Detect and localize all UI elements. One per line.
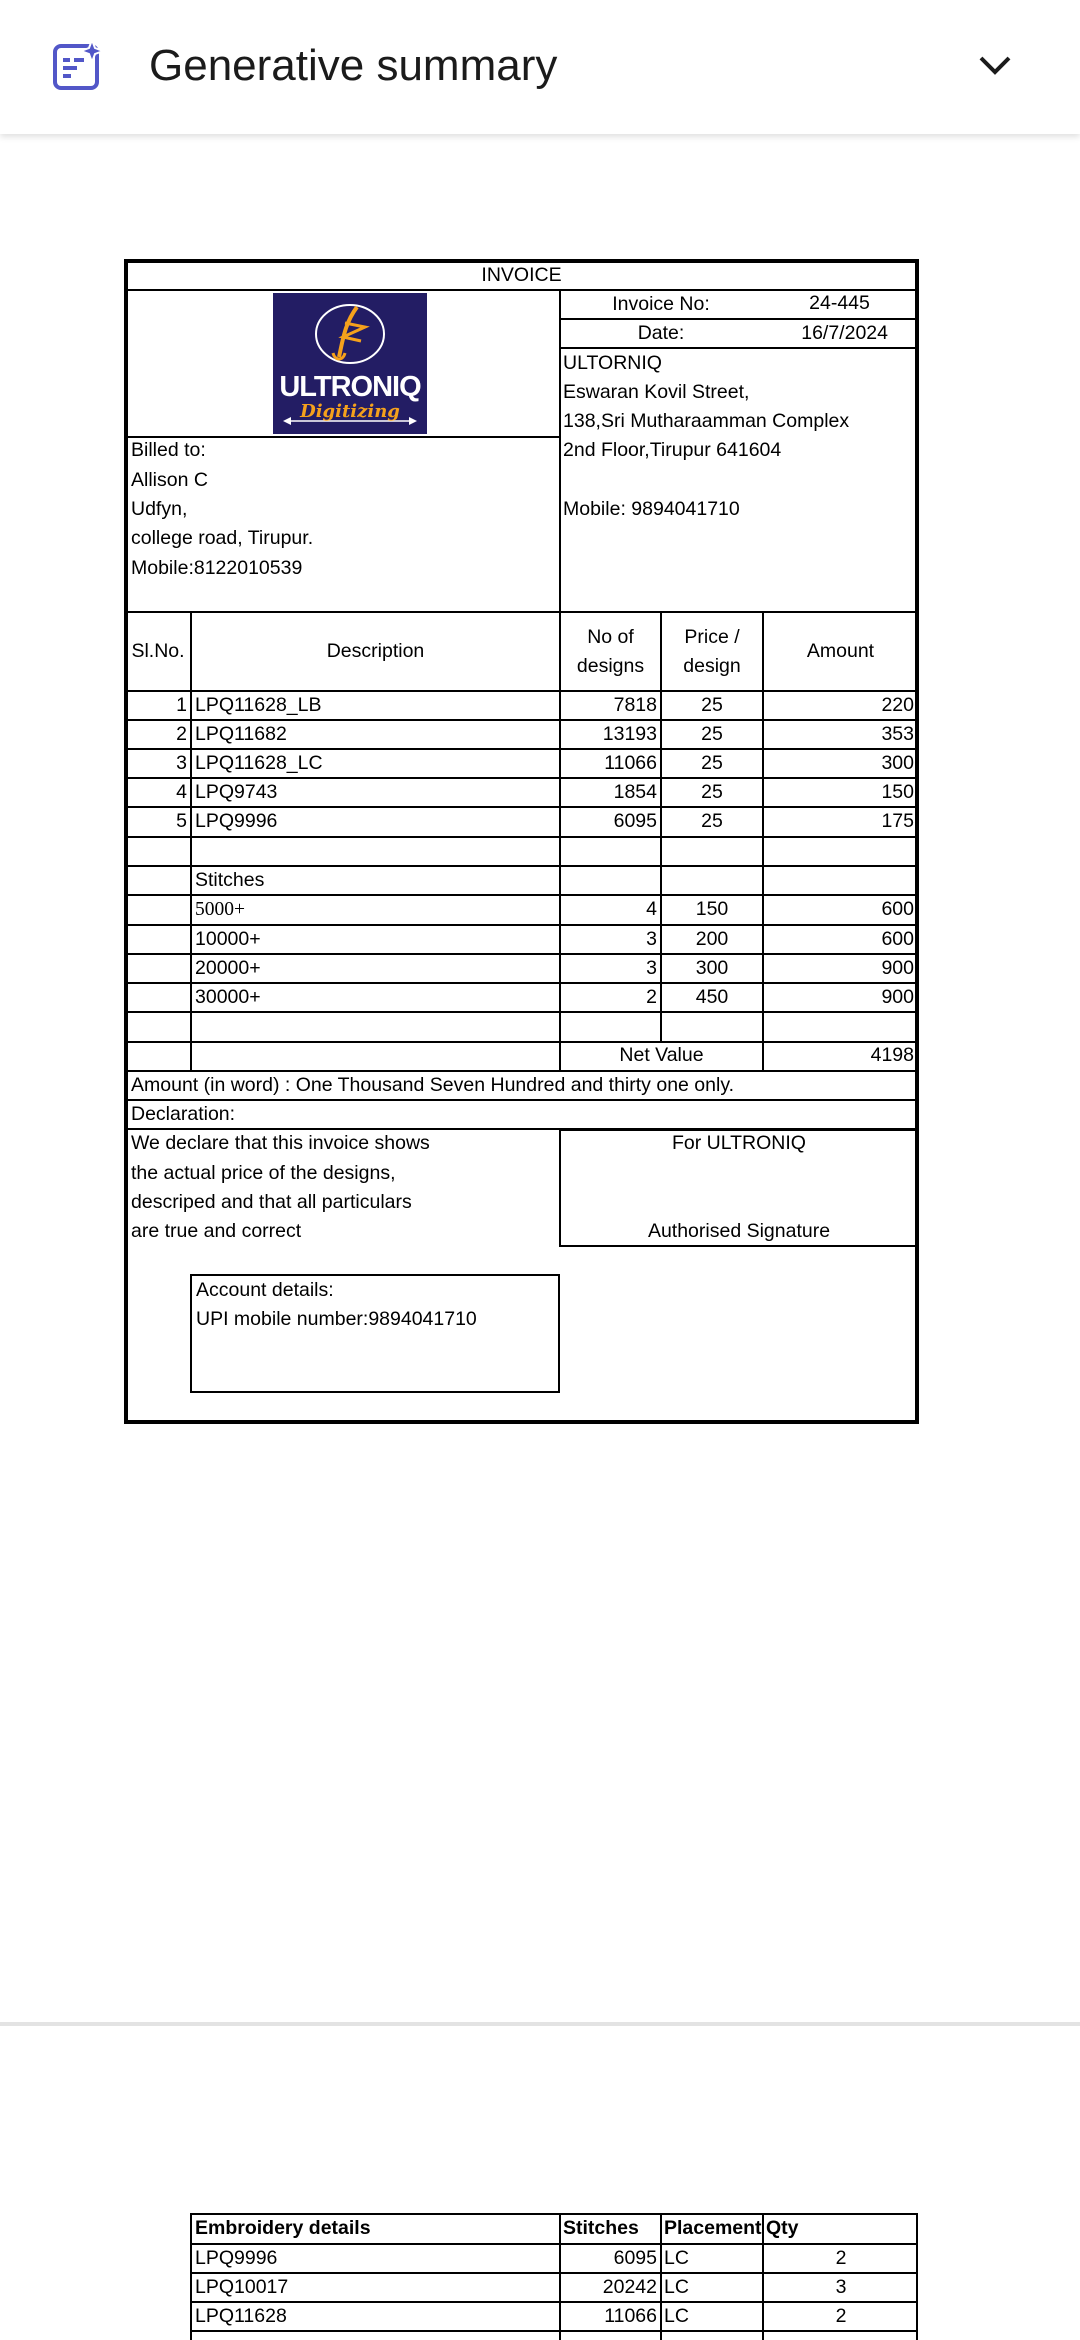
declaration-line: We declare that this invoice shows bbox=[131, 1132, 430, 1154]
cell-amount: 175 bbox=[881, 810, 914, 832]
cell-price: 25 bbox=[701, 752, 723, 774]
cell-designs: 11066 bbox=[604, 752, 657, 774]
for-company: For ULTRONIQ bbox=[672, 1132, 806, 1154]
cell-designs: 13193 bbox=[602, 723, 657, 745]
stitches-label: Stitches bbox=[195, 869, 265, 891]
cell-amount: 220 bbox=[881, 694, 914, 716]
seller-mobile: Mobile: 9894041710 bbox=[563, 498, 740, 520]
seller-address-1: Eswaran Kovil Street, bbox=[563, 381, 750, 403]
cell-details: LPQ9996 bbox=[195, 2247, 278, 2269]
cell-stitches: 6095 bbox=[613, 2247, 657, 2269]
cell-description: LPQ11628_LB bbox=[195, 694, 322, 716]
col-designs-2: designs bbox=[576, 655, 645, 677]
col-price-1: Price / bbox=[684, 626, 740, 648]
account-details-label: Account details: bbox=[196, 1279, 334, 1301]
cell-price: 25 bbox=[701, 781, 723, 803]
page-separator bbox=[0, 2022, 1080, 2026]
cell-description: LPQ9996 bbox=[195, 810, 278, 832]
cell-designs: 3 bbox=[646, 928, 657, 950]
cell-details: LPQ11628 bbox=[195, 2305, 287, 2327]
authorised-signature: Authorised Signature bbox=[647, 1220, 831, 1242]
col-description: Description bbox=[326, 640, 425, 662]
billed-mobile: Mobile:8122010539 bbox=[131, 557, 303, 579]
cell-designs: 2 bbox=[646, 986, 657, 1008]
cell-price: 200 bbox=[695, 928, 729, 950]
billed-address: college road, Tirupur. bbox=[131, 527, 314, 549]
cell-price: 150 bbox=[695, 898, 729, 920]
cell-amount: 600 bbox=[881, 898, 914, 920]
cell-qty: 2 bbox=[835, 2305, 847, 2327]
amount-in-words: Amount (in word) : One Thousand Seven Hundred and thirty one only. bbox=[131, 1074, 735, 1096]
cell-amount: 300 bbox=[881, 752, 914, 774]
date-label: Date: bbox=[637, 322, 685, 344]
col-price-2: design bbox=[683, 655, 741, 677]
seller-name: ULTORNIQ bbox=[563, 352, 662, 374]
cell-amount: 900 bbox=[881, 957, 914, 979]
billed-company: Udfyn, bbox=[131, 498, 188, 520]
cell-description: 30000+ bbox=[195, 986, 261, 1008]
cell-description: LPQ11682 bbox=[195, 723, 287, 745]
cell-placement: LC bbox=[664, 2305, 689, 2327]
billed-to-label: Billed to: bbox=[131, 439, 206, 461]
cell-description: 10000+ bbox=[195, 928, 261, 950]
net-value: 4198 bbox=[870, 1044, 914, 1066]
cell-placement: LC bbox=[664, 2247, 689, 2269]
col-slno: Sl.No. bbox=[131, 640, 185, 662]
invoice-no: 24-445 bbox=[809, 292, 870, 314]
company-logo bbox=[273, 293, 427, 434]
cell-designs: 7818 bbox=[613, 694, 657, 716]
col-designs-1: No of bbox=[587, 626, 634, 648]
col-qty: Qty bbox=[766, 2217, 799, 2239]
cell-designs: 3 bbox=[646, 957, 657, 979]
cell-price: 300 bbox=[695, 957, 729, 979]
cell-description: 5000+ bbox=[195, 899, 245, 920]
cell-designs: 4 bbox=[646, 898, 657, 920]
cell-stitches: 20242 bbox=[602, 2276, 657, 2298]
invoice-date: 16/7/2024 bbox=[801, 322, 888, 344]
seller-address-3: 2nd Floor,Tirupur 641604 bbox=[563, 439, 782, 461]
cell-sl: 5 bbox=[176, 810, 187, 832]
cell-sl: 1 bbox=[176, 694, 187, 716]
cell-amount: 900 bbox=[881, 986, 914, 1008]
col-embroidery-details: Embroidery details bbox=[195, 2217, 371, 2239]
seller-address-2: 138,Sri Mutharaamman Complex bbox=[563, 410, 850, 432]
cell-price: 25 bbox=[701, 694, 723, 716]
cell-qty: 2 bbox=[835, 2247, 847, 2269]
invoice-no-label: Invoice No: bbox=[612, 293, 710, 315]
declaration-line: the actual price of the designs, bbox=[131, 1162, 396, 1184]
cell-stitches: 11066 bbox=[604, 2305, 657, 2327]
col-amount: Amount bbox=[806, 640, 875, 662]
cell-description: LPQ11628_LC bbox=[195, 752, 323, 774]
cell-price: 25 bbox=[701, 723, 723, 745]
top-bar bbox=[0, 0, 1080, 134]
invoice-heading: INVOICE bbox=[481, 264, 562, 286]
cell-sl: 3 bbox=[176, 752, 187, 774]
billed-name: Allison C bbox=[131, 469, 208, 491]
cell-details: LPQ10017 bbox=[195, 2276, 289, 2298]
upi-number: UPI mobile number:9894041710 bbox=[196, 1308, 477, 1330]
declaration-label: Declaration: bbox=[131, 1103, 236, 1125]
cell-description: LPQ9743 bbox=[195, 781, 278, 803]
declaration-line: descriped and that all particulars bbox=[131, 1191, 412, 1213]
cell-amount: 353 bbox=[881, 723, 914, 745]
col-placement: Placement bbox=[664, 2217, 762, 2239]
invoice-frame bbox=[124, 259, 919, 1424]
cell-placement: LC bbox=[664, 2276, 689, 2298]
cell-sl: 2 bbox=[176, 723, 187, 745]
cell-designs: 6095 bbox=[613, 810, 657, 832]
declaration-line: are true and correct bbox=[131, 1220, 302, 1242]
cell-amount: 600 bbox=[881, 928, 914, 950]
cell-description: 20000+ bbox=[195, 957, 261, 979]
logo-tagline: Digitizing bbox=[300, 401, 400, 422]
ai-summary-icon[interactable] bbox=[52, 38, 106, 92]
logo-brand: ULTRONIQ bbox=[279, 371, 421, 403]
cell-designs: 1854 bbox=[613, 781, 657, 803]
net-value-label: Net Value bbox=[619, 1044, 704, 1066]
cell-price: 25 bbox=[701, 810, 723, 832]
cell-amount: 150 bbox=[881, 781, 914, 803]
cell-sl: 4 bbox=[176, 781, 187, 803]
cell-price: 450 bbox=[695, 986, 729, 1008]
cell-qty: 3 bbox=[835, 2276, 847, 2298]
col-stitches: Stitches bbox=[563, 2217, 639, 2239]
panel-title: Generative summary bbox=[149, 41, 558, 90]
chevron-down-icon[interactable] bbox=[974, 48, 1016, 84]
